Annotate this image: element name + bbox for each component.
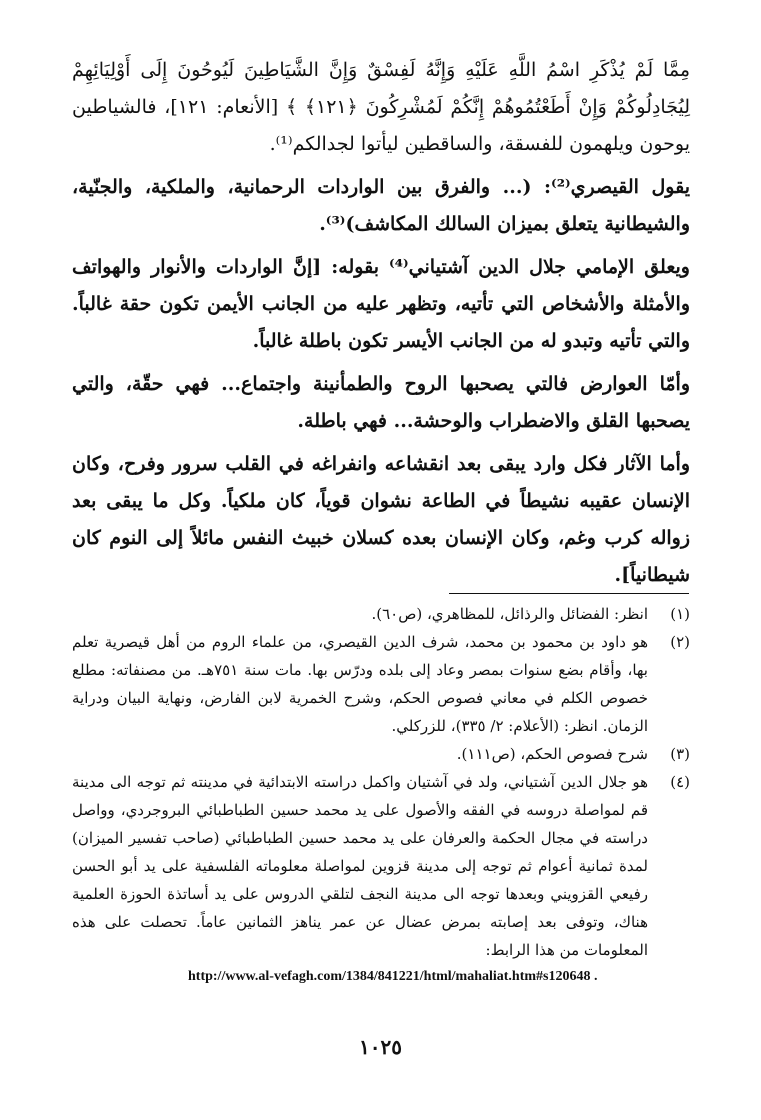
footnote-source-link[interactable]: http://www.al-vefagh.com/1384/841221/html/mahaliat.htm#s120648 . xyxy=(188,969,598,984)
footnote-3 xyxy=(72,740,690,768)
paragraph-qaysari-quote: يقول القيصري⁽²⁾: (... والفرق بين الواردات الرحمانية، والملكية، والجنّية، والشيطانية يتعلق بميزان السالك المكاشف)⁽³⁾. xyxy=(72,176,690,235)
footnote-text: هو جلال الدين آشتياني، ولد في آشتيان واكمل دراسته الابتدائية في مدينته ثم توجه الى مدينة قم لمواصلة دروسه في الفقه والأصول على يد محمد حسين الطباطبائي البروجردي، وواصل دراسته في مجال الحكمة والعرفان على يد محمد حسين الطباطبائي (صاحب تفسير الميزان) لمدة ثمانية أعوام ثم توجه إلى مدينة قزوين لمواصلة معلوماته الفلسفية على يد أبو الحسن رفيعي القزويني وبعدها توجه الى مدينة النجف لتلقي الدروس على يد أساتذة الحوزة العلمية هناك، وتوفى بعد إصابته بمرض عضال عن عمر يناهز الثمانين عاماً. تحصلت على هذه المعلومات من هذا الرابط: xyxy=(72,773,648,959)
page-number: ١٠٢٥ xyxy=(359,1035,402,1059)
main-text xyxy=(72,52,690,594)
footnote-1 xyxy=(72,600,690,628)
footnotes xyxy=(72,600,690,990)
footnote-number: (٢) xyxy=(670,633,690,651)
footnote-text: شرح فصوص الحكم، (ص١١١). xyxy=(456,745,648,763)
footnote-divider xyxy=(449,593,689,594)
footnote-number: (٣) xyxy=(670,745,690,763)
footnote-number: (٤) xyxy=(670,773,690,791)
footnote-4 xyxy=(72,768,690,964)
footnote-text: انظر: الفضائل والرذائل، للمظاهري، (ص٦٠). xyxy=(371,605,648,623)
paragraph-athar: وأما الآثار فكل وارد يبقى بعد انقشاعه وانفراغه في القلب سرور وفرح، وكان الإنسان عقيبه نشيطاً في الطاعة نشوان قوياً، كان ملكياً. وكل ما يبقى بعد زواله كرب وغم، وكان الإنسان بعده كسلان خبيث النفس مائلاً إلى النوم كان شيطانياً]. xyxy=(72,453,690,586)
footnote-text: هو داود بن محمود بن محمد، شرف الدين القيصري، من علماء الروم من أهل قيصرية تعلم بها، وأقام بضع سنوات بمصر وعاد إلى بلده ودرّس بها. مات سنة ٧٥١هـ. من مصنفاته: مطلع خصوص الكلم في معاني فصوص الحكم، وشرح الخمرية لابن الفارض، ونهاية البيان ودراية الزمان. انظر: (الأعلام: ٢/ ٣٣٥)، للزركلي. xyxy=(72,633,648,735)
paragraph-awarid: وأمّا العوارض فالتي يصحبها الروح والطمأنينة واجتماع... فهي حقّة، والتي يصحبها القلق والاضطراب والوحشة... فهي باطلة. xyxy=(72,373,690,432)
footnote-2 xyxy=(72,628,690,740)
footnote-number: (١) xyxy=(670,605,690,623)
paragraph-quran-citation: مِمَّا لَمْ يُذْكَرِ اسْمُ اللَّهِ عَلَيْهِ وَإِنَّهُ لَفِسْقٌ وَإِنَّ الشَّيَاطِينَ لَيُوحُونَ إِلَى أَوْلِيَائِهِمْ لِيُجَادِلُوكُمْ وَإِنْ أَطَعْتُمُوهُمْ إِنَّكُمْ لَمُشْرِكُونَ ﴿١٢١﴾ ﴾ [الأنعام: ١٢١]، فالشياطين يوحون ويلهمون للفسقة، والساقطين ليأتوا لجدالكم⁽¹⁾. xyxy=(72,59,690,155)
paragraph-ashtiani-comment: ويعلق الإمامي جلال الدين آشتياني⁽⁴⁾ بقوله: [إنَّ الواردات والأنوار والهواتف والأمثلة والأشخاص التي تأتيه، وتظهر عليه من الجانب الأيمن تكون حقة غالباً. والتي تأتيه وتبدو له من الجانب الأيسر تكون باطلة غالباً. xyxy=(72,256,690,352)
